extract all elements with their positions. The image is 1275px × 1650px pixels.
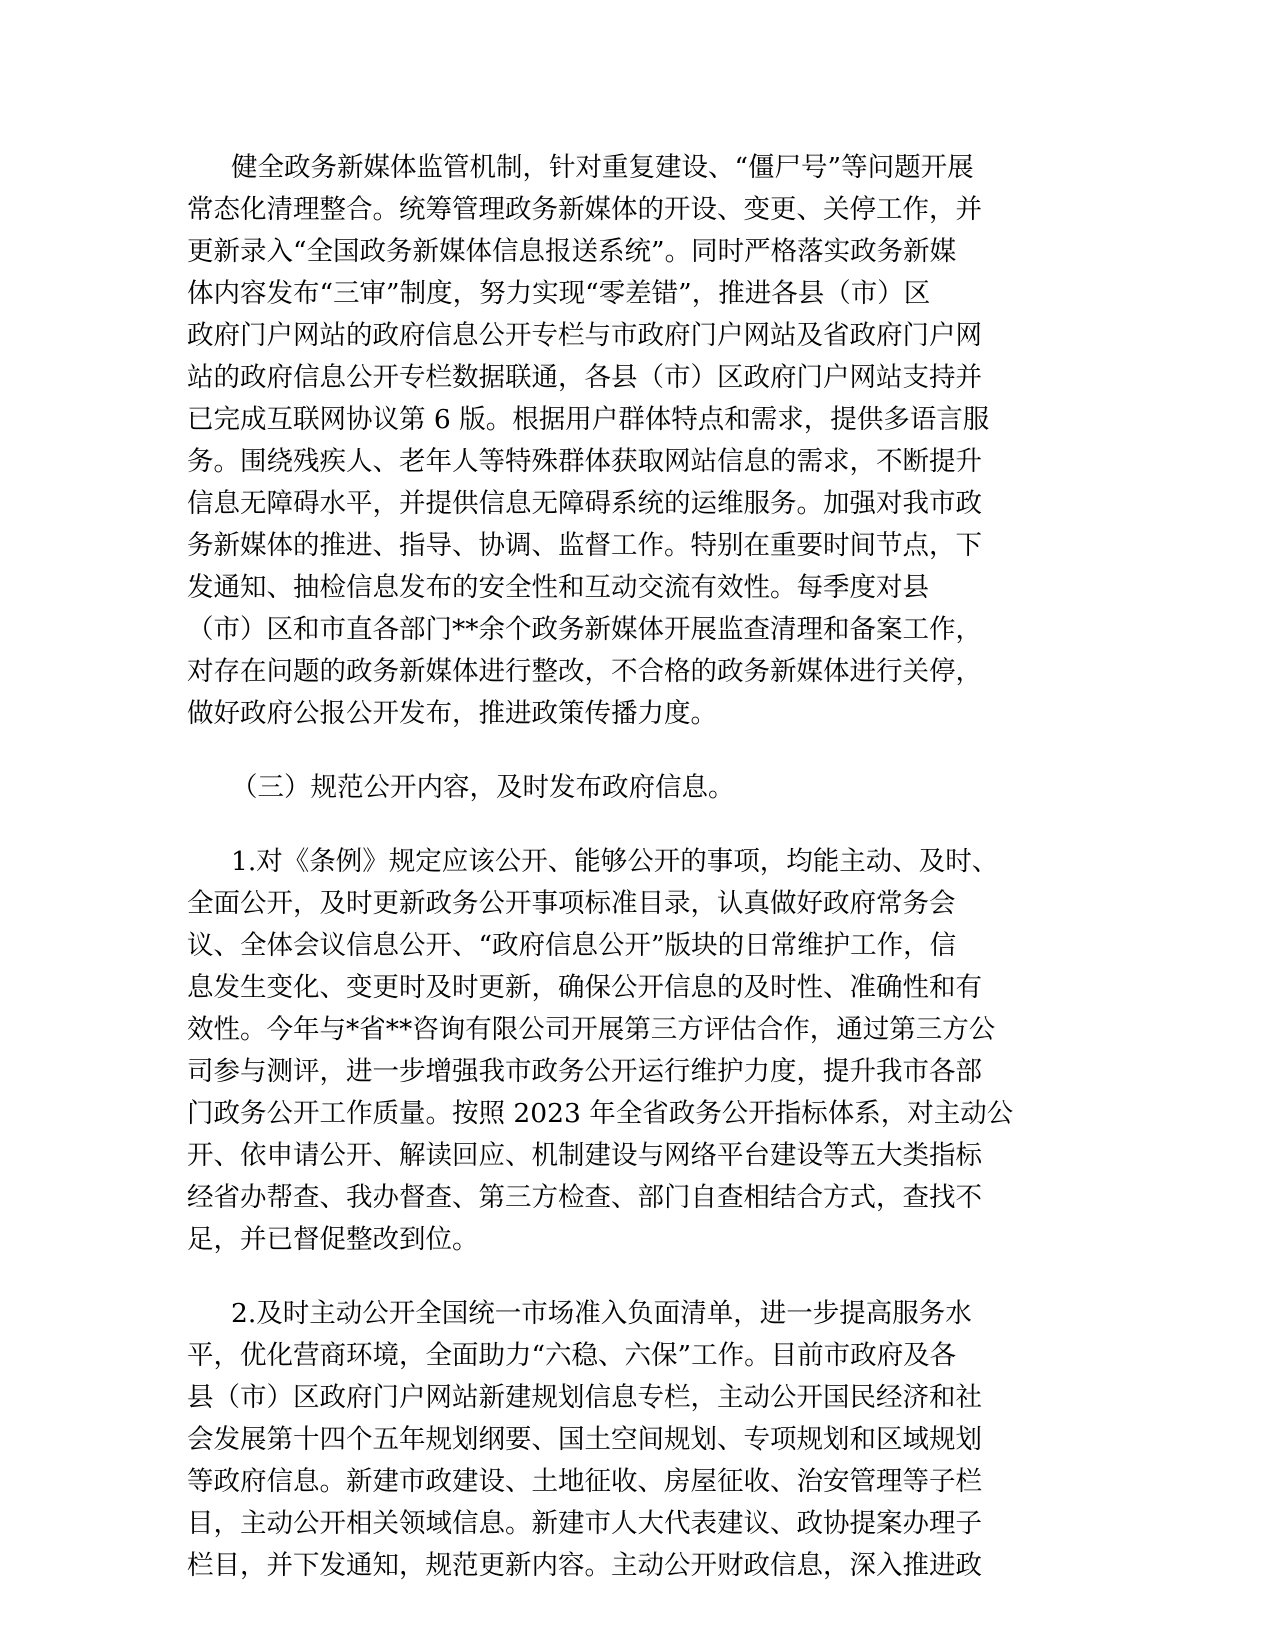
text-line: 等政府信息。新建市政建设、土地征收、房屋征收、治安管理等子栏: [187, 1466, 982, 1497]
text-line: 会发展第十四个五年规划纲要、国土空间规划、专项规划和区域规划: [187, 1424, 982, 1455]
text-line: 足，并已督促整改到位。: [187, 1224, 479, 1255]
text-line: 更新录入“全国政务新媒体信息报送系统”。同时严格落实政务新媒: [187, 236, 957, 267]
text-line: 做好政府公报公开发布，推进政策传播力度。: [187, 698, 717, 729]
section-heading-3: [187, 767, 1067, 809]
text-line: 政府门户网站的政府信息公开专栏与市政府门户网站及省政府门户网: [187, 320, 982, 351]
text-line: 已完成互联网协议第 6 版。根据用户群体特点和需求，提供多语言服: [187, 404, 990, 435]
text-line: 务。围绕残疾人、老年人等特殊群体获取网站信息的需求，不断提升: [187, 446, 982, 477]
text-line: 体内容发布“三审”制度，努力实现“零差错”，推进各县（市）区: [187, 278, 931, 309]
text-line: 息发生变化、变更时及时更新，确保公开信息的及时性、准确性和有: [187, 972, 982, 1003]
text-line: （市）区和市直各部门**余个政务新媒体开展监查清理和备案工作，: [187, 614, 982, 645]
text-line: 2.及时主动公开全国统一市场准入负面清单，进一步提高服务水: [231, 1298, 972, 1329]
paragraph-item-1: [187, 841, 1067, 1261]
text-line: 常态化清理整合。统筹管理政务新媒体的开设、变更、关停工作，并: [187, 194, 982, 225]
text-line: 开、依申请公开、解读回应、机制建设与网络平台建设等五大类指标: [187, 1140, 982, 1171]
document-body: [187, 147, 1067, 1587]
paragraph-new-media-supervision: [187, 147, 1067, 735]
text-line: 健全政务新媒体监管机制，针对重复建设、“僵尸号”等问题开展: [231, 152, 974, 183]
section-heading-text: （三）规范公开内容，及时发布政府信息。: [231, 772, 735, 803]
paragraph-spacer: [187, 809, 1067, 841]
text-line: 经省办帮查、我办督查、第三方检查、部门自查相结合方式，查找不: [187, 1182, 982, 1213]
paragraph-spacer: [187, 1261, 1067, 1293]
text-line: 1.对《条例》规定应该公开、能够公开的事项，均能主动、及时、: [231, 846, 999, 877]
text-line: 平，优化营商环境，全面助力“六稳、六保”工作。目前市政府及各: [187, 1340, 957, 1371]
paragraph-spacer: [187, 735, 1067, 767]
text-line: 站的政府信息公开专栏数据联通，各县（市）区政府门户网站支持并: [187, 362, 982, 393]
text-line: 目，主动公开相关领域信息。新建市人大代表建议、政协提案办理子: [187, 1508, 982, 1539]
text-line: 议、全体会议信息公开、“政府信息公开”版块的日常维护工作，信: [187, 930, 957, 961]
paragraph-item-2: [187, 1293, 1067, 1587]
text-line: 务新媒体的推进、指导、协调、监督工作。特别在重要时间节点，下: [187, 530, 982, 561]
text-line: 司参与测评，进一步增强我市政务公开运行维护力度，提升我市各部: [187, 1056, 982, 1087]
text-line: 全面公开，及时更新政务公开事项标准目录，认真做好政府常务会: [187, 888, 956, 919]
text-line: 发通知、抽检信息发布的安全性和互动交流有效性。每季度对县: [187, 572, 929, 603]
text-line: 门政务公开工作质量。按照 2023 年全省政务公开指标体系，对主动公: [187, 1098, 1014, 1129]
text-line: 效性。今年与*省**咨询有限公司开展第三方评估合作，通过第三方公: [187, 1014, 996, 1045]
text-line: 信息无障碍水平，并提供信息无障碍系统的运维服务。加强对我市政: [187, 488, 982, 519]
text-line: 县（市）区政府门户网站新建规划信息专栏，主动公开国民经济和社: [187, 1382, 982, 1413]
text-line: 栏目，并下发通知，规范更新内容。主动公开财政信息，深入推进政: [187, 1550, 982, 1581]
text-line: 对存在问题的政务新媒体进行整改，不合格的政务新媒体进行关停，: [187, 656, 982, 687]
